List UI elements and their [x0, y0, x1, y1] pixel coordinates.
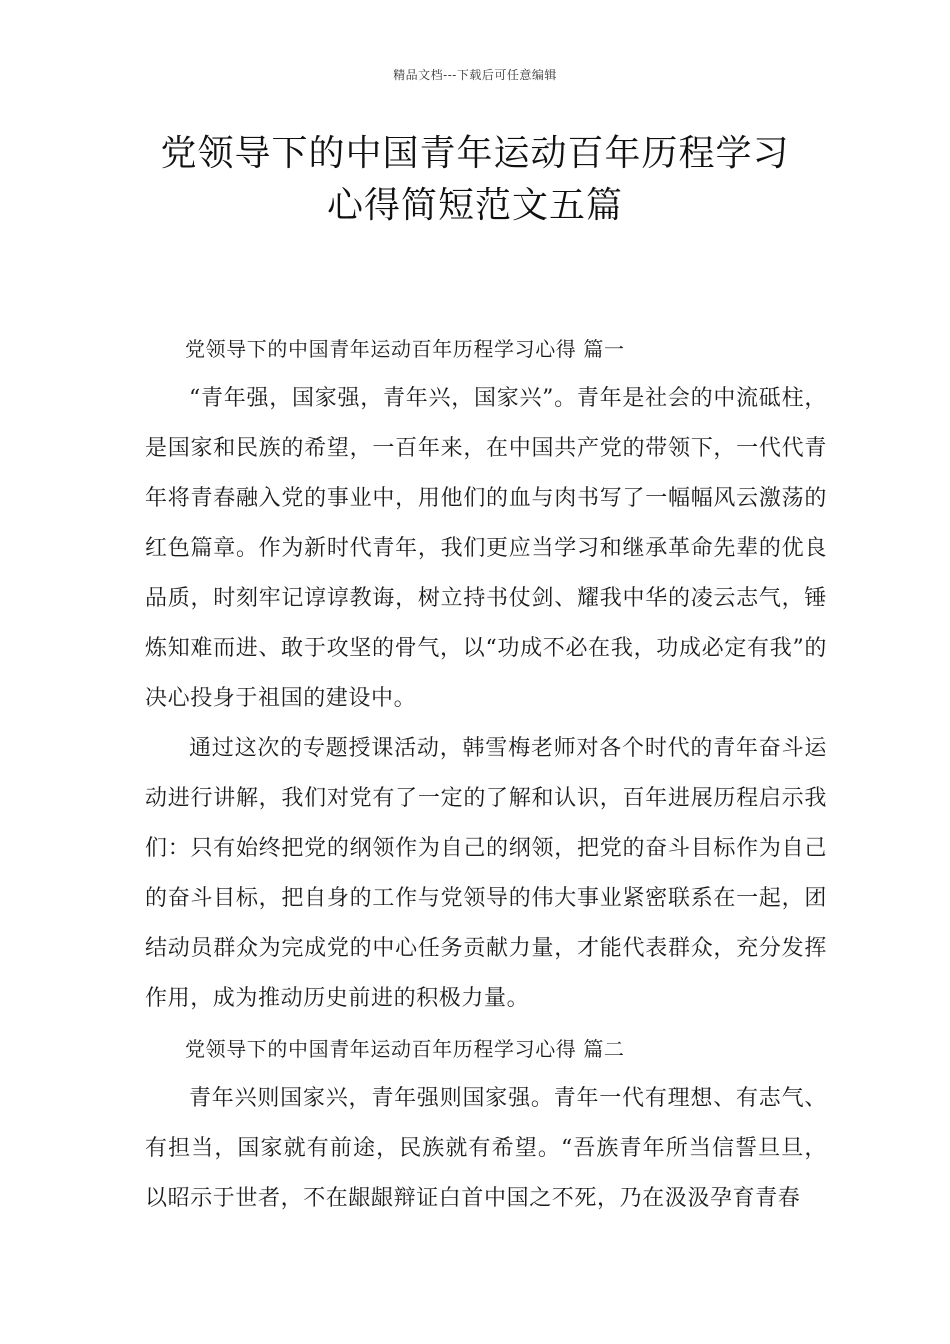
header-note: 精品文档---下载后可任意编辑 — [393, 68, 557, 82]
document-body — [145, 324, 827, 1224]
section-2-heading: 党领导下的中国青年运动百年历程学习心得 篇二 — [185, 1037, 625, 1061]
section-1-paragraph-2: 通过这次的专题授课活动，韩雪梅老师对各个时代的青年奋斗运动进行讲解，我们对党有了一定的了解和认识，百年进展历程启示我们：只有始终把党的纲领作为自己的纲领，把党的奋斗目标作为自己的奋斗目标，把自身的工作与党领导的伟大事业紧密联系在一起，团结动员群众为完成党的中心任务贡献力量，才能代表群众，充分发挥作用，成为推动历史前进的积极力量。 — [145, 736, 827, 1011]
document-title — [100, 128, 850, 232]
section-1-paragraph-1: “青年强，国家强，青年兴，国家兴”。青年是社会的中流砥柱，是国家和民族的希望，一百年来，在中国共产党的带领下，一代代青年将青春融入党的事业中，用他们的血与肉书写了一幅幅风云激荡的红色篇章。作为新时代青年，我们更应当学习和继承革命先辈的优良品质，时刻牢记谆谆教诲，树立持书仗剑、耀我中华的凌云志气，锤炼知难而进、敢于攻坚的骨气，以“功成不必在我，功成必定有我”的决心投身于祖国的建设中。 — [145, 386, 827, 711]
section-1-heading: 党领导下的中国青年运动百年历程学习心得 篇一 — [185, 337, 625, 361]
title-line-1: 党领导下的中国青年运动百年历程学习 — [160, 133, 790, 174]
section-2-paragraph-1: 青年兴则国家兴，青年强则国家强。青年一代有理想、有志气、有担当，国家就有前途，民族就有希望。“吾族青年所当信誓旦旦，以昭示于世者，不在龈龈辩证白首中国之不死，乃在汲汲孕育青春 — [145, 1086, 827, 1211]
title-line-2: 心得简短范文五篇 — [326, 185, 623, 226]
